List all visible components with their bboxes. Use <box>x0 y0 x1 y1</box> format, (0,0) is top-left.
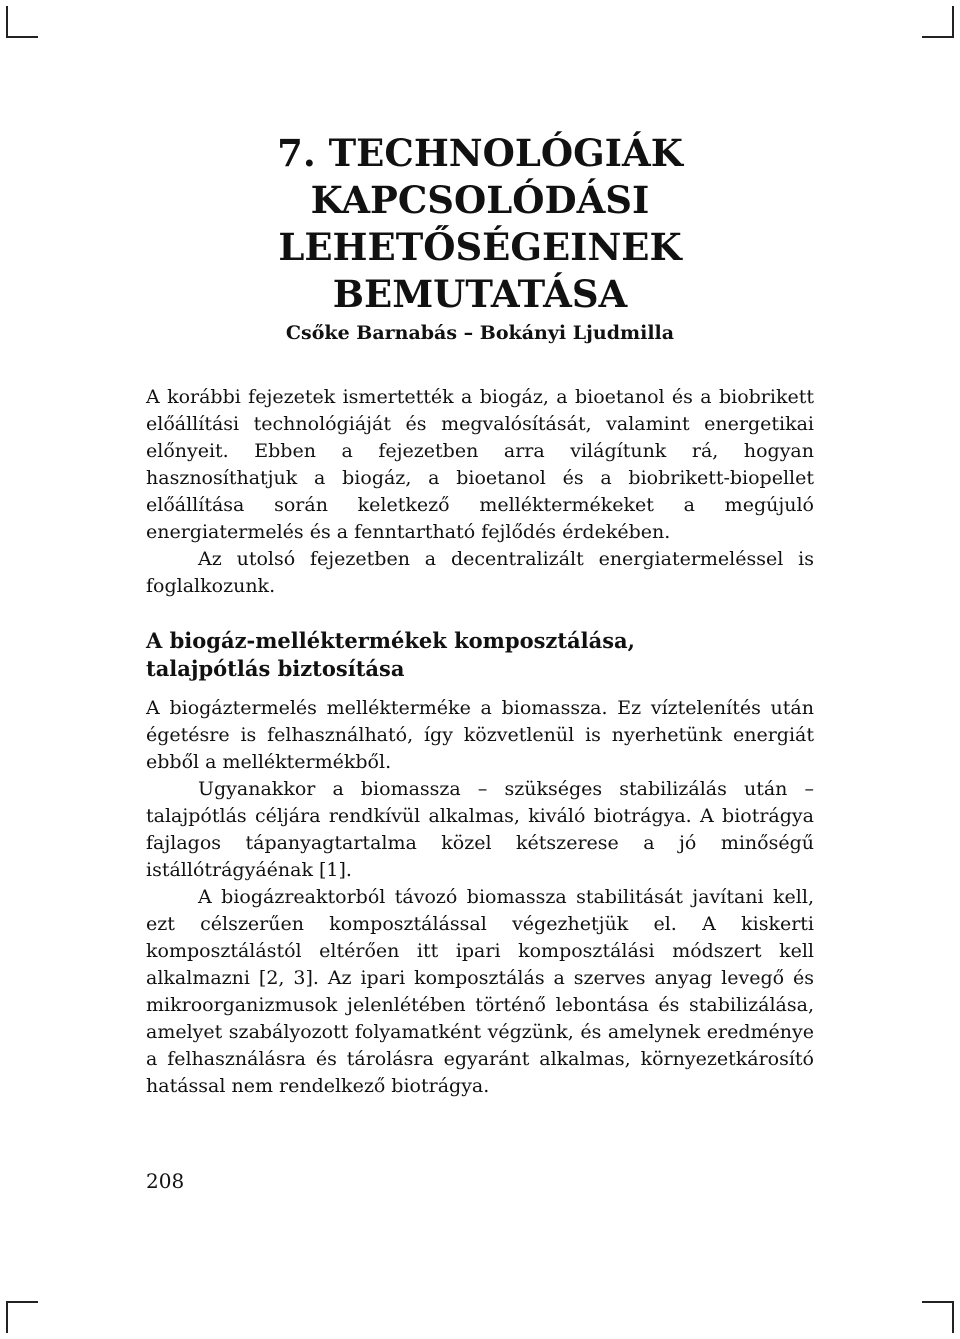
crop-mark-bottom-left <box>6 1301 38 1333</box>
section-paragraph: Ugyanakkor a biomassza – szükséges stabilizálás után – talajpótlás céljára rendkívül alkalmas, kiváló biotrágya. A biotrágya fajlagos tápanyagtartalma közel kétszerese a jó minőségű istállótrágyáénak [1]. <box>146 778 814 881</box>
section-title-line: A biogáz-melléktermékek komposztálása, <box>146 628 635 653</box>
chapter-title <box>146 130 814 318</box>
intro-paragraph: A korábbi fejezetek ismertették a biogáz, a bioetanol és a biobrikett előállítási technológiáját és megvalósítását, valamint energetikai előnyeit. Ebben a fejezetben arra világítunk rá, hogyan hasznosíthatjuk a biogáz, a bioetanol és a biobrikett-biopellet előállítása során keletkező melléktermékeket a megújuló energiatermelés és a fenntartható fejlődés érdekében. <box>146 386 814 543</box>
crop-mark-top-left <box>6 6 38 38</box>
page-content <box>146 130 814 1100</box>
chapter-authors: Csőke Barnabás – Bokányi Ljudmilla <box>285 322 675 344</box>
section-title-line: talajpótlás biztosítása <box>146 656 405 681</box>
crop-mark-bottom-right <box>922 1301 954 1333</box>
chapter-title-line: 7. TECHNOLÓGIÁK <box>277 131 683 175</box>
page-number: 208 <box>146 1169 185 1193</box>
chapter-title-line: LEHETŐSÉGEINEK <box>278 225 682 269</box>
chapter-title-line: BEMUTATÁSA <box>332 272 628 316</box>
intro-paragraph: Az utolsó fejezetben a decentralizált energiatermeléssel is foglalkozunk. <box>146 548 814 597</box>
crop-mark-top-right <box>922 6 954 38</box>
section-paragraph: A biogáztermelés mellékterméke a biomassza. Ez víztelenítés után égetésre is felhasználható, így közvetlenül is nyerhetünk energiát ebből a melléktermékből. <box>146 697 814 773</box>
section-paragraph: A biogázreaktorból távozó biomassza stabilitását javítani kell, ezt célszerűen komposztálással végezhetjük el. A kiskerti komposztálástól eltérően itt ipari komposztálási módszert kell alkalmazni [2, 3]. Az ipari komposztálás a szerves anyag levegő és mikroorganizmusok jelenlétében történő lebontása és stabilizálása, amelyet szabályozott folyamatként végzünk, és amelynek eredménye a felhasználásra és tárolásra egyaránt alkalmas, környezetkárosító hatással nem rendelkező biotrágya. <box>146 886 814 1097</box>
chapter-title-line: KAPCSOLÓDÁSI <box>310 178 650 222</box>
section-title <box>146 627 814 683</box>
body-text <box>146 384 814 1100</box>
